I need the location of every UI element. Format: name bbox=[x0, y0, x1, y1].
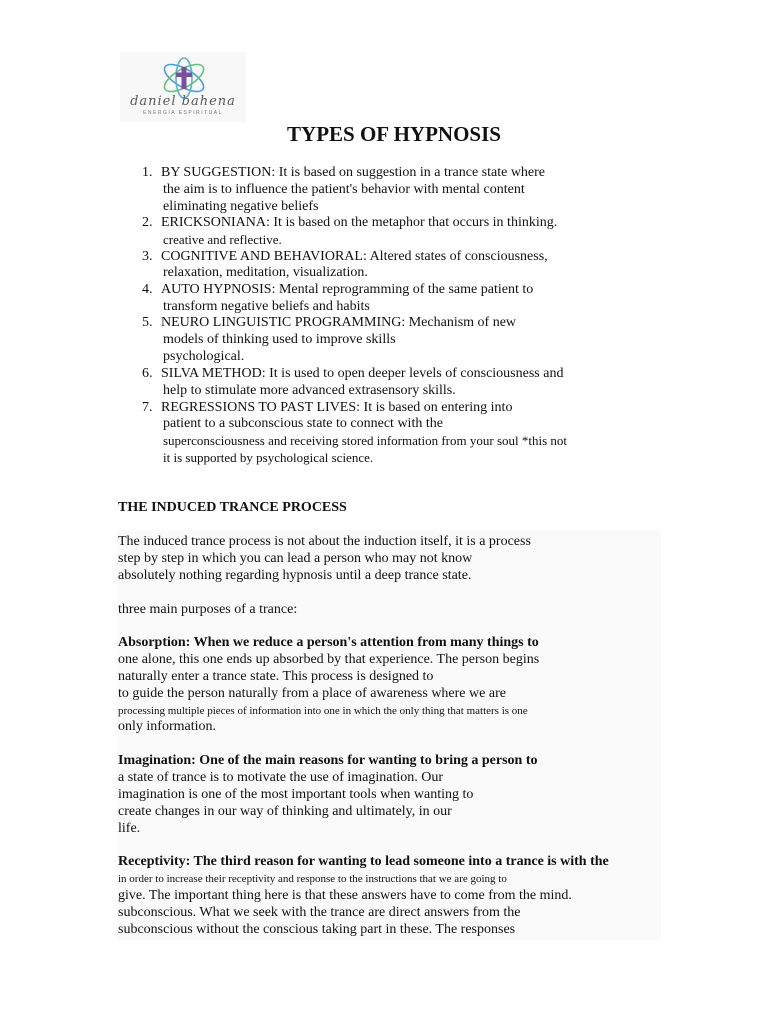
receptivity-lead: Receptivity: The third reason for wanting to lead someone into a trance is with the bbox=[118, 854, 609, 869]
list-item-line: help to stimulate more advanced extrasensory skills. bbox=[163, 383, 456, 398]
list-item-line: psychological. bbox=[163, 349, 245, 364]
imagination-line: create changes in our way of thinking and ultimately, in our bbox=[118, 804, 452, 819]
imagination-line: life. bbox=[118, 821, 141, 836]
list-item-line: relaxation, meditation, visualization. bbox=[163, 265, 368, 280]
receptivity-line: give. The important thing here is that these answers have to come from the mind. bbox=[118, 888, 572, 903]
list-item-line: AUTO HYPNOSIS: Mental reprogramming of the same patient to bbox=[161, 282, 534, 297]
list-item-number: 6. bbox=[142, 366, 153, 381]
logo-tagline: ENERGÍA ESPIRITUAL bbox=[143, 110, 223, 116]
absorption-line: naturally enter a trance state. This process is designed to bbox=[118, 669, 434, 684]
list-item-line: models of thinking used to improve skills bbox=[163, 332, 396, 347]
list-item-line: COGNITIVE AND BEHAVIORAL: Altered states of consciousness, bbox=[161, 249, 548, 264]
purposes-intro: three main purposes of a trance: bbox=[118, 602, 298, 617]
list-item-line: eliminating negative beliefs bbox=[163, 199, 319, 214]
list-item-number: 3. bbox=[142, 249, 153, 264]
absorption-line: only information. bbox=[118, 719, 216, 734]
list-item-number: 4. bbox=[142, 282, 153, 297]
list-item-line: transform negative beliefs and habits bbox=[163, 299, 370, 314]
logo bbox=[120, 52, 246, 122]
page-title: TYPES OF HYPNOSIS bbox=[287, 122, 501, 146]
list-item-number: 1. bbox=[142, 165, 153, 180]
absorption-line: to guide the person naturally from a place of awareness where we are bbox=[118, 686, 506, 701]
imagination-lead: Imagination: One of the main reasons for wanting to bring a person to bbox=[118, 753, 538, 768]
intro-line: absolutely nothing regarding hypnosis until a deep trance state. bbox=[118, 568, 472, 583]
section-heading: THE INDUCED TRANCE PROCESS bbox=[118, 500, 347, 515]
list-item-number: 2. bbox=[142, 215, 153, 230]
imagination-line: a state of trance is to motivate the use of imagination. Our bbox=[118, 770, 444, 785]
list-item-line: SILVA METHOD: It is used to open deeper levels of consciousness and bbox=[161, 366, 564, 381]
imagination-line: imagination is one of the most important tools when wanting to bbox=[118, 787, 474, 802]
intro-line: step by step in which you can lead a person who may not know bbox=[118, 551, 473, 566]
absorption-line: processing multiple pieces of information into one in which the only thing that matters is one bbox=[118, 705, 528, 717]
list-item-number: 5. bbox=[142, 315, 153, 330]
receptivity-line: subconscious without the conscious taking part in these. The responses bbox=[118, 922, 516, 937]
list-item-text: BY SUGGESTION: It is based on suggestion in a trance state where bbox=[161, 165, 546, 180]
list-item-line: the aim is to influence the patient's behavior with mental content bbox=[163, 182, 525, 197]
logo-name: daniel bahena bbox=[130, 94, 236, 109]
list-item-line bbox=[161, 165, 647, 181]
list-item-line: REGRESSIONS TO PAST LIVES: It is based on entering into bbox=[161, 400, 513, 415]
absorption-lead: Absorption: When we reduce a person's attention from many things to bbox=[118, 635, 539, 650]
list-item-number: 7. bbox=[142, 400, 153, 415]
list-item-line: it is supported by psychological science. bbox=[163, 450, 374, 465]
list-item-line: superconsciousness and receiving stored information from your soul *this not bbox=[163, 433, 568, 448]
absorption-line: one alone, this one ends up absorbed by that experience. The person begins bbox=[118, 652, 540, 667]
list-item-line: ERICKSONIANA: It is based on the metaphor that occurs in thinking. bbox=[161, 215, 558, 230]
intro-line: The induced trance process is not about the induction itself, it is a process bbox=[118, 534, 531, 549]
receptivity-line: in order to increase their receptivity and response to the instructions that we are going to bbox=[118, 873, 507, 885]
list-item-line: NEURO LINGUISTIC PROGRAMMING: Mechanism of new bbox=[161, 315, 517, 330]
list-item-line: creative and reflective. bbox=[163, 232, 282, 247]
list-item-line: patient to a subconscious state to connect with the bbox=[163, 416, 443, 431]
receptivity-line: subconscious. What we seek with the trance are direct answers from the bbox=[118, 905, 521, 920]
